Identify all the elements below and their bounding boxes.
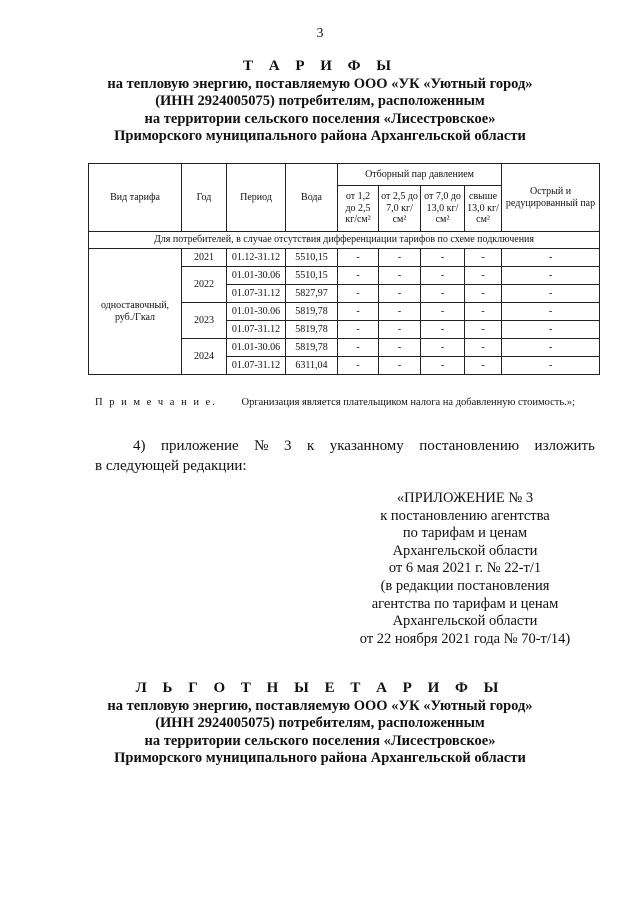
appendix-line: Архангельской области	[392, 613, 538, 630]
steam-cell: -	[465, 285, 502, 303]
preferential-tariffs-title: Л Ь Г О Т Н Ы Е Т А Р И Ф Ы	[135, 680, 505, 696]
steam-cell: -	[421, 285, 465, 303]
year-cell: 2021	[182, 249, 227, 267]
paragraph-word: №	[254, 438, 269, 454]
year-cell: 2023	[182, 303, 227, 339]
table-note	[95, 397, 575, 408]
appendix-line: от 6 мая 2021 г. № 22-т/1	[388, 560, 542, 577]
steam-cell: -	[421, 249, 465, 267]
period-cell: 01.01-30.06	[227, 303, 286, 321]
steam-cell: -	[338, 285, 379, 303]
paragraph-word: 3	[283, 438, 292, 454]
appendix-line: «ПРИЛОЖЕНИЕ № 3	[396, 490, 534, 506]
water-cell: 5819,78	[286, 339, 338, 357]
col-header-sharp-steam: Острый и редуцированный пар	[502, 164, 600, 232]
steam-cell: -	[338, 357, 379, 375]
steam-cell: -	[379, 321, 421, 339]
appendix-line: от 22 ноября 2021 года № 70-т/14)	[359, 630, 571, 647]
heading-line: (ИНН 2924005075) потребителям, расположенным	[155, 715, 485, 731]
steam-cell: -	[379, 339, 421, 357]
period-cell: 01.07-31.12	[227, 321, 286, 339]
steam-cell: -	[379, 357, 421, 375]
tariffs-heading	[60, 58, 580, 146]
appendix-block	[340, 490, 590, 648]
steam-cell: -	[338, 303, 379, 321]
paragraph-word: постановлению	[419, 438, 520, 454]
sharp-steam-cell: -	[502, 357, 600, 375]
preferential-tariffs-heading	[60, 680, 580, 768]
steam-cell: -	[379, 267, 421, 285]
steam-cell: -	[465, 249, 502, 267]
steam-cell: -	[379, 285, 421, 303]
paragraph-line: в следующей редакции:	[95, 458, 247, 474]
col-header-water: Вода	[286, 164, 338, 232]
sharp-steam-cell: -	[502, 303, 600, 321]
col-header-steam-1: от 1,2 до 2,5 кг/см²	[338, 186, 379, 232]
sharp-steam-cell: -	[502, 249, 600, 267]
sharp-steam-cell: -	[502, 321, 600, 339]
water-cell: 5819,78	[286, 321, 338, 339]
col-header-steam-2: от 2,5 до 7,0 кг/см²	[379, 186, 421, 232]
heading-line: на территории сельского поселения «Лисестровское»	[144, 732, 496, 749]
appendix-line: к постановлению агентства	[380, 507, 550, 524]
heading-line: на тепловую энергию, поставляемую ООО «УК «Уютный город»	[107, 697, 533, 714]
steam-cell: -	[338, 267, 379, 285]
paragraph-word: приложение	[160, 438, 239, 454]
sharp-steam-cell: -	[502, 267, 600, 285]
steam-cell: -	[465, 267, 502, 285]
period-cell: 01.07-31.12	[227, 357, 286, 375]
col-header-tariff-type: Вид тарифа	[89, 164, 182, 232]
steam-cell: -	[338, 249, 379, 267]
steam-cell: -	[379, 249, 421, 267]
period-cell: 01.12-31.12	[227, 249, 286, 267]
col-header-steam-3: от 7,0 до 13,0 кг/см²	[421, 186, 465, 232]
steam-cell: -	[421, 267, 465, 285]
appendix-line: агентства по тарифам и ценам	[371, 595, 559, 612]
heading-line: (ИНН 2924005075) потребителям, расположенным	[155, 93, 485, 109]
steam-cell: -	[421, 339, 465, 357]
tariff-table	[88, 163, 600, 375]
heading-line: на тепловую энергию, поставляемую ООО «УК «Уютный город»	[107, 75, 533, 92]
steam-cell: -	[465, 357, 502, 375]
year-cell: 2024	[182, 339, 227, 375]
steam-cell: -	[465, 339, 502, 357]
steam-cell: -	[465, 321, 502, 339]
paragraph-word: указанному	[329, 438, 404, 454]
period-cell: 01.07-31.12	[227, 285, 286, 303]
col-header-steam-4: свыше 13,0 кг/см²	[465, 186, 502, 232]
heading-line: Приморского муниципального района Архангельской области	[114, 128, 526, 144]
heading-line: Приморского муниципального района Архангельской области	[114, 750, 526, 766]
water-cell: 6311,04	[286, 357, 338, 375]
paragraph-word: к	[306, 438, 315, 454]
steam-cell: -	[421, 357, 465, 375]
appendix-line: по тарифам и ценам	[402, 525, 528, 542]
steam-cell: -	[338, 321, 379, 339]
sharp-steam-cell: -	[502, 285, 600, 303]
amendment-paragraph	[95, 436, 595, 476]
water-cell: 5819,78	[286, 303, 338, 321]
paragraph-word: 4)	[133, 438, 146, 454]
tariff-type-label: одноставочный, руб./Гкал	[89, 249, 182, 375]
paragraph-word: изложить	[534, 438, 595, 454]
steam-cell: -	[465, 303, 502, 321]
note-label: П р и м е ч а н и е.	[95, 397, 217, 408]
steam-cell: -	[421, 321, 465, 339]
col-header-steam-group: Отборный пар давлением	[338, 164, 502, 186]
appendix-line: (в редакции постановления	[380, 577, 550, 594]
table-subheader: Для потребителей, в случае отсутствия дифференциации тарифов по схеме подключения	[89, 232, 600, 249]
water-cell: 5510,15	[286, 249, 338, 267]
period-cell: 01.01-30.06	[227, 339, 286, 357]
page-number: 3	[316, 26, 324, 41]
sharp-steam-cell: -	[502, 339, 600, 357]
steam-cell: -	[338, 339, 379, 357]
water-cell: 5510,15	[286, 267, 338, 285]
col-header-period: Период	[227, 164, 286, 232]
note-text: Организация является плательщиком налога на добавленную стоимость.»;	[241, 397, 575, 408]
col-header-year: Год	[182, 164, 227, 232]
tariffs-title: Т А Р И Ф Ы	[242, 58, 398, 74]
period-cell: 01.01-30.06	[227, 267, 286, 285]
steam-cell: -	[379, 303, 421, 321]
water-cell: 5827,97	[286, 285, 338, 303]
year-cell: 2022	[182, 267, 227, 303]
heading-line: на территории сельского поселения «Лисестровское»	[144, 110, 496, 127]
appendix-line: Архангельской области	[392, 542, 538, 559]
steam-cell: -	[421, 303, 465, 321]
table-row	[89, 249, 600, 267]
